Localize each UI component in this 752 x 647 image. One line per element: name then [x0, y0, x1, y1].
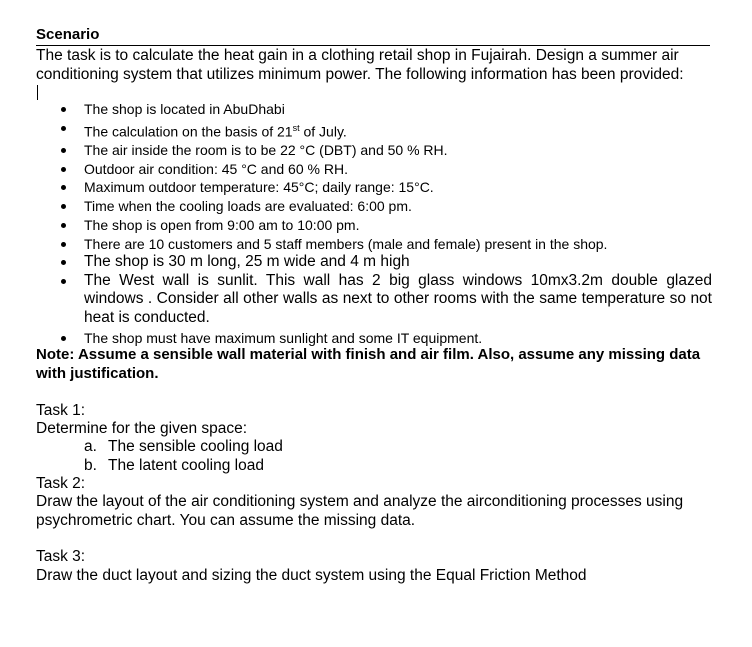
task3-title: Task 3: — [36, 548, 86, 565]
sublist-letter: a. — [84, 438, 97, 455]
list-item-text-tail: of July. — [299, 123, 347, 140]
text-cursor — [37, 85, 38, 100]
list-item — [84, 438, 283, 457]
info-bullet-list — [58, 100, 712, 348]
task1-title: Task 1: — [36, 402, 86, 419]
list-item: The shop is located in AbuDhabi — [58, 100, 712, 119]
list-item: The air inside the room is to be 22 °C (DBT) and 50 % RH. — [58, 141, 712, 160]
list-item: The shop is open from 9:00 am to 10:00 pm. — [58, 216, 712, 235]
task2-line: Draw the layout of the air conditioning system and analyze the airconditioning processes using psychrometric chart. You can assume the missing data. — [36, 493, 684, 529]
sublist-text: The latent cooling load — [108, 456, 264, 474]
list-item: The shop must have maximum sunlight and some IT equipment. — [58, 329, 712, 348]
list-item — [58, 119, 712, 141]
list-item: Maximum outdoor temperature: 45°C; daily range: 15°C. — [58, 178, 712, 197]
list-item: The West wall is sunlit. This wall has 2 big glass windows 10mx3.2m double glazed windows . Consider all other walls as next to other rooms with the same temperature so not heat is conducted. — [58, 272, 712, 328]
list-item: The shop is 30 m long, 25 m wide and 4 m high — [58, 253, 712, 272]
note-paragraph: Note: Assume a sensible wall material with finish and air film. Also, assume any missing data with justification. — [36, 346, 701, 382]
list-item — [84, 457, 283, 476]
list-item: Time when the cooling loads are evaluated: 6:00 pm. — [58, 197, 712, 216]
task1-sublist — [84, 438, 283, 475]
list-item-text: The calculation on the basis of 21 — [84, 123, 293, 140]
task2-title: Task 2: — [36, 475, 86, 492]
task3-line: Draw the duct layout and sizing the duct system using the Equal Friction Method — [36, 567, 587, 584]
sublist-letter: b. — [84, 456, 97, 474]
intro-paragraph: The task is to calculate the heat gain in a clothing retail shop in Fujairah. Design a summer air conditioning system that utilizes minimum power. The following information has been provided: — [36, 47, 684, 83]
date-suffix: st — [292, 122, 300, 133]
task1-line: Determine for the given space: — [36, 420, 248, 437]
sublist-text: The sensible cooling load — [108, 438, 283, 455]
list-item: Outdoor air condition: 45 °C and 60 % RH. — [58, 160, 712, 179]
scenario-heading: Scenario — [36, 26, 710, 46]
list-item: There are 10 customers and 5 staff members (male and female) present in the shop. — [58, 235, 712, 254]
